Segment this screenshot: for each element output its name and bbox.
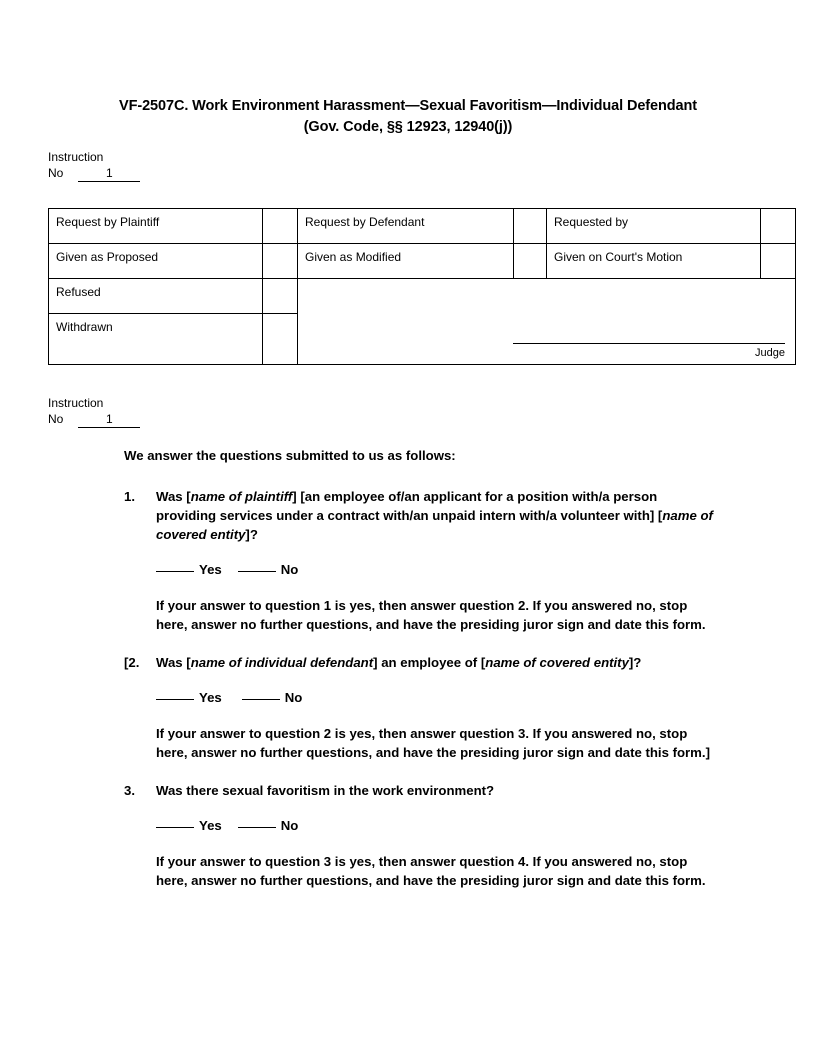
question-text xyxy=(156,487,720,544)
verdict-lead-in: We answer the questions submitted to us as follows: xyxy=(124,448,456,463)
question-text-segment: Was there sexual favoritism in the work environment? xyxy=(156,783,495,798)
no-answer-blank[interactable] xyxy=(242,699,280,700)
table-row xyxy=(49,244,796,279)
instruction-number-field[interactable]: 1 xyxy=(78,166,140,182)
yes-answer-blank[interactable] xyxy=(156,699,194,700)
no-label: No xyxy=(280,818,299,833)
checkbox-given-on-courts-motion[interactable] xyxy=(761,244,796,279)
yes-answer-blank[interactable] xyxy=(156,827,194,828)
cell-refused: Refused xyxy=(49,279,263,314)
routing-instruction: If your answer to question 1 is yes, then answer question 2. If you answered no, stop here, answer no further questions, and have the presiding juror sign and date this form. xyxy=(156,598,706,632)
cell-requested-by: Requested by xyxy=(547,209,761,244)
placeholder-text: name of covered entity xyxy=(156,508,713,542)
placeholder-text: name of plaintiff xyxy=(190,489,293,504)
instruction-number-block-top xyxy=(48,150,140,182)
placeholder-text: name of individual defendant xyxy=(190,655,374,670)
cell-request-by-plaintiff: Request by Plaintiff xyxy=(49,209,263,244)
answer-line xyxy=(156,688,720,707)
question-spacer xyxy=(124,634,720,653)
judge-signature-caption: Judge xyxy=(755,347,785,359)
cell-withdrawn: Withdrawn xyxy=(49,314,263,365)
checkbox-withdrawn[interactable] xyxy=(263,314,298,365)
checkbox-request-by-defendant[interactable] xyxy=(514,209,547,244)
instruction-label: Instruction xyxy=(48,396,104,410)
yes-answer-blank[interactable] xyxy=(156,571,194,572)
instruction-no-word: No xyxy=(48,411,64,426)
question-text-segment: ]? xyxy=(245,527,258,542)
question-row xyxy=(124,781,720,800)
no-label: No xyxy=(284,690,303,705)
question-text xyxy=(156,781,720,800)
table-row xyxy=(49,279,796,314)
instruction-number-block-second xyxy=(48,396,140,428)
yes-label: Yes xyxy=(199,690,222,705)
checkbox-given-as-modified[interactable] xyxy=(514,244,547,279)
cell-given-as-modified: Given as Modified xyxy=(298,244,514,279)
table-row xyxy=(49,209,796,244)
yes-label: Yes xyxy=(199,562,222,577)
no-answer-blank[interactable] xyxy=(238,827,276,828)
cell-given-on-courts-motion: Given on Court's Motion xyxy=(547,244,761,279)
checkbox-refused[interactable] xyxy=(263,279,298,314)
question-text-segment: ]? xyxy=(628,655,642,670)
question-text-segment: ] [an employee of/an applicant for a position with/a person providing services under a contract with/an unpaid intern with/a volunteer with] [ xyxy=(156,489,663,523)
verdict-questions-section xyxy=(124,446,720,890)
court-action-table xyxy=(48,208,796,365)
question-number: [2. xyxy=(124,655,140,670)
instruction-number-field[interactable]: 1 xyxy=(78,412,140,428)
questions-list xyxy=(124,487,720,890)
question-text-segment: Was [ xyxy=(156,489,191,504)
page-title: VF-2507C. Work Environment Harassment—Sexual Favoritism—Individual Defendant (Gov. Code, §§ 12923, 12940(j)) xyxy=(119,98,697,135)
no-label: No xyxy=(280,562,299,577)
cell-request-by-defendant: Request by Defendant xyxy=(298,209,514,244)
routing-instruction: If your answer to question 2 is yes, then answer question 3. If you answered no, stop here, answer no further questions, and have the presiding juror sign and date this form.] xyxy=(156,726,710,760)
judge-signature-area[interactable] xyxy=(298,279,796,365)
cell-given-as-proposed: Given as Proposed xyxy=(49,244,263,279)
question-row xyxy=(124,653,720,672)
checkbox-given-as-proposed[interactable] xyxy=(263,244,298,279)
instruction-no-word: No xyxy=(48,165,64,180)
question-number: 1. xyxy=(124,489,135,504)
no-answer-blank[interactable] xyxy=(238,571,276,572)
yes-label: Yes xyxy=(199,818,222,833)
checkbox-requested-by[interactable] xyxy=(761,209,796,244)
question-number: 3. xyxy=(124,783,135,798)
answer-line xyxy=(156,816,720,835)
judge-signature-block xyxy=(513,343,785,360)
checkbox-request-by-plaintiff[interactable] xyxy=(263,209,298,244)
instruction-label: Instruction xyxy=(48,150,104,164)
question-text-segment: Was [ xyxy=(156,655,191,670)
routing-instruction: If your answer to question 3 is yes, then answer question 4. If you answered no, stop here, answer no further questions, and have the presiding juror sign and date this form. xyxy=(156,854,706,888)
question-text-segment: ] an employee of [ xyxy=(373,655,486,670)
question-spacer xyxy=(124,762,720,781)
answer-line xyxy=(156,560,720,579)
placeholder-text: name of covered entity xyxy=(485,655,629,670)
question-row xyxy=(124,487,720,544)
question-text xyxy=(156,653,720,672)
